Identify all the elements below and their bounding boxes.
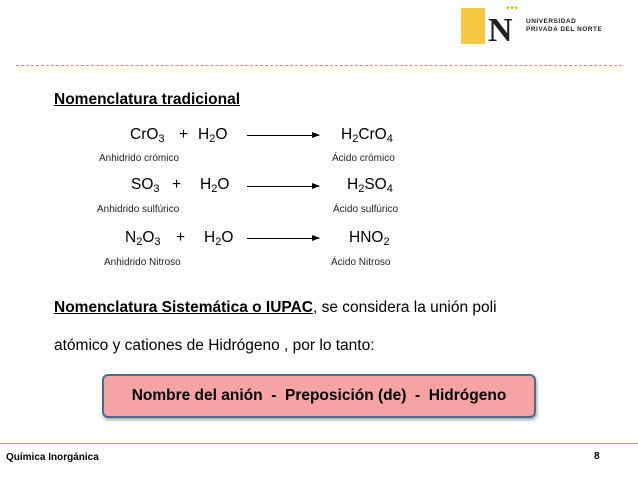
reaction-1-product-label: Ácido crómico: [332, 153, 395, 164]
reaction-2-product: $H_2SO_4$: [347, 176, 393, 195]
reaction-3-arrow: [247, 238, 319, 239]
footer-course: Química Inorgánica: [6, 452, 99, 463]
logo-line-1: UNIVERSIDAD: [526, 18, 577, 25]
formula-box: Nombre del anión - Preposición (de) - Hidrógeno: [102, 374, 536, 418]
iupac-line-1-rest: , se considera la unión poli: [312, 299, 497, 316]
reaction-3-plus: +: [176, 229, 186, 246]
reaction-3-reactant-2: $H_2O$: [204, 229, 234, 248]
logo-mark: [461, 8, 485, 44]
reaction-1-product: $H_2CrO_4$: [341, 126, 393, 145]
logo-text: [526, 18, 602, 34]
logo-letter: N: [488, 12, 513, 49]
reaction-1-plus: +: [179, 126, 189, 143]
reaction-2-reactant-label: Anhidrido sulfúrico: [97, 204, 180, 215]
reaction-2-arrow: [247, 186, 319, 187]
reaction-2-product-label: Ácido sulfúrico: [333, 204, 399, 215]
iupac-heading: Nomenclatura Sistemática o IUPAC: [54, 299, 313, 316]
reaction-2-reactant-1: $SO_3$: [131, 176, 160, 195]
logo-line-2: PRIVADA DEL NORTE: [526, 26, 603, 33]
reaction-1-arrow: [247, 135, 319, 136]
iupac-line-1: [54, 299, 497, 317]
reaction-1-reactant-2: $H_2O$: [198, 126, 228, 145]
footer-divider: [0, 443, 638, 444]
header-divider: [16, 65, 622, 66]
logo-dots-icon: • • •: [506, 3, 518, 14]
reaction-2-reactant-2: $H_2O$: [200, 176, 230, 195]
reaction-3-reactant-label: Anhidrido Nitroso: [104, 257, 181, 268]
traditional-heading: Nomenclatura tradicional: [54, 91, 241, 108]
page-number: 8: [594, 451, 600, 462]
reaction-3-product-label: Ácido Nitroso: [331, 257, 391, 268]
reaction-3-reactant-1: $N_2O_3$: [125, 229, 161, 248]
reaction-1-reactant-1: CrO$_3$: [130, 126, 165, 145]
reaction-2-plus: +: [172, 176, 182, 193]
reaction-3-product: $HNO_2$: [349, 229, 390, 248]
iupac-line-2: atómico y cationes de Hidrógeno , por lo tanto:: [54, 337, 375, 354]
reaction-1-reactant-label: Anhidrido crómico: [99, 153, 180, 164]
